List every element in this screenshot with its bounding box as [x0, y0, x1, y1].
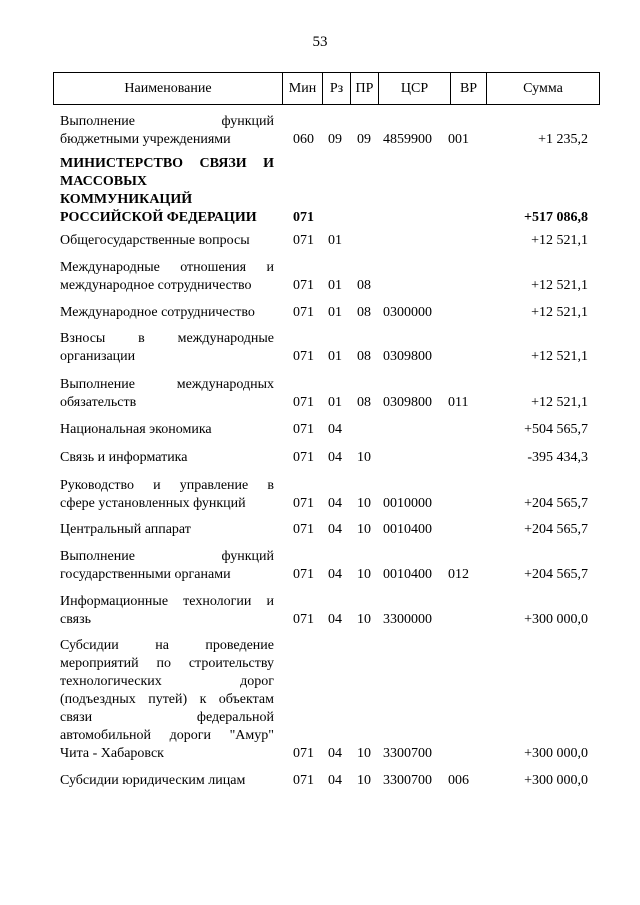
- row-rz: 01: [328, 233, 342, 248]
- row-sum: -395 434,3: [527, 450, 588, 465]
- row-min: 071: [293, 210, 314, 225]
- row-pr: 09: [357, 132, 371, 147]
- row-rz: 04: [328, 567, 342, 582]
- row-name-line: организации: [60, 349, 136, 364]
- row-sum: +12 521,1: [531, 349, 588, 364]
- row-pr: 10: [357, 567, 371, 582]
- row-pr: 08: [357, 395, 371, 410]
- row-sum: +12 521,1: [531, 278, 588, 293]
- row-csr: 0010400: [383, 567, 432, 582]
- row-csr: 0010000: [383, 496, 432, 511]
- row-name-line: Выполнение международных: [60, 377, 274, 392]
- row-min: 071: [293, 522, 314, 537]
- row-name-line: Связь и информатика: [60, 450, 188, 465]
- row-cells: [60, 495, 600, 513]
- row-csr: 0309800: [383, 349, 432, 364]
- row-cells: [60, 772, 600, 790]
- header-name: Наименование: [54, 73, 283, 104]
- row-rz: 04: [328, 422, 342, 437]
- row-cells: [60, 232, 600, 250]
- row-rz: 01: [328, 349, 342, 364]
- row-rz: 01: [328, 278, 342, 293]
- row-cells: [60, 611, 600, 629]
- row-cells: [60, 209, 600, 227]
- row-pr: 08: [357, 278, 371, 293]
- row-cells: [60, 131, 600, 149]
- row-sum: +517 086,8: [524, 210, 588, 225]
- row-name-line: Взносы в международные: [60, 331, 274, 346]
- row-csr: 4859900: [383, 132, 432, 147]
- header-pr: ПР: [351, 73, 379, 104]
- row-rz: 04: [328, 450, 342, 465]
- row-name-line: Выполнение функций: [60, 549, 274, 564]
- row-sum: +300 000,0: [524, 612, 588, 627]
- row-vr: 001: [448, 132, 469, 147]
- row-sum: +204 565,7: [524, 567, 588, 582]
- row-name-line: РОССИЙСКОЙ ФЕДЕРАЦИИ: [60, 210, 257, 225]
- row-vr: 011: [448, 395, 469, 410]
- row-cells: [60, 566, 600, 584]
- header-sum: Сумма: [523, 80, 563, 96]
- row-min: 071: [293, 773, 314, 788]
- row-name-line: Национальная экономика: [60, 422, 212, 437]
- row-vr: 012: [448, 567, 469, 582]
- row-name-line: сфере установленных функций: [60, 496, 246, 511]
- row-min: 071: [293, 612, 314, 627]
- row-name-line: Международное сотрудничество: [60, 305, 255, 320]
- header-vr: ВР: [451, 73, 487, 104]
- row-sum: +12 521,1: [531, 395, 588, 410]
- header-min: Мин: [283, 73, 323, 104]
- row-cells: [60, 394, 600, 412]
- row-sum: +300 000,0: [524, 773, 588, 788]
- row-name-line: бюджетными учреждениями: [60, 132, 231, 147]
- table-header: [53, 72, 600, 105]
- row-csr: 3300700: [383, 746, 432, 761]
- row-pr: 10: [357, 746, 371, 761]
- row-name-line: Субсидии на проведение: [60, 638, 274, 653]
- row-sum: +12 521,1: [531, 305, 588, 320]
- row-name-line: Информационные технологии и: [60, 594, 274, 609]
- row-min: 071: [293, 278, 314, 293]
- row-rz: 01: [328, 305, 342, 320]
- row-min: 071: [293, 233, 314, 248]
- row-pr: 08: [357, 305, 371, 320]
- row-rz: 04: [328, 773, 342, 788]
- row-min: 071: [293, 395, 314, 410]
- row-name-line: автомобильной дороги "Амур": [60, 728, 274, 743]
- row-min: 071: [293, 349, 314, 364]
- row-name-line: государственными органами: [60, 567, 231, 582]
- header-csr: ЦСР: [379, 73, 451, 104]
- row-min: 071: [293, 567, 314, 582]
- row-csr: 0300000: [383, 305, 432, 320]
- row-vr: 006: [448, 773, 469, 788]
- row-cells: [60, 421, 600, 439]
- row-name-line: связь: [60, 612, 91, 627]
- row-sum: +204 565,7: [524, 496, 588, 511]
- row-pr: 10: [357, 496, 371, 511]
- row-csr: 3300000: [383, 612, 432, 627]
- row-pr: 10: [357, 773, 371, 788]
- row-rz: 04: [328, 522, 342, 537]
- row-csr: 0010400: [383, 522, 432, 537]
- row-name-line: Руководство и управление в: [60, 478, 274, 493]
- header-rz: Рз: [323, 73, 351, 104]
- row-csr: 3300700: [383, 773, 432, 788]
- row-pr: 10: [357, 612, 371, 627]
- row-csr: 0309800: [383, 395, 432, 410]
- row-name-line: МИНИСТЕРСТВО СВЯЗИ И: [60, 156, 274, 171]
- row-cells: [60, 348, 600, 366]
- row-name-line: КОММУНИКАЦИЙ: [60, 192, 193, 207]
- row-cells: [60, 304, 600, 322]
- row-cells: [60, 449, 600, 467]
- row-name-line: мероприятий по строительству: [60, 656, 274, 671]
- row-name-line: Выполнение функций: [60, 114, 274, 129]
- row-name-line: (подъездных путей) к объектам: [60, 692, 274, 707]
- row-min: 060: [293, 132, 314, 147]
- row-name-line: Международные отношения и: [60, 260, 274, 275]
- row-name-line: связи федеральной: [60, 710, 274, 725]
- row-name-line: МАССОВЫХ: [60, 174, 147, 189]
- row-name-line: Общегосударственные вопросы: [60, 233, 250, 248]
- row-pr: 10: [357, 522, 371, 537]
- row-sum: +300 000,0: [524, 746, 588, 761]
- row-rz: 01: [328, 395, 342, 410]
- row-min: 071: [293, 450, 314, 465]
- row-name-line: обязательств: [60, 395, 137, 410]
- row-pr: 10: [357, 450, 371, 465]
- row-pr: 08: [357, 349, 371, 364]
- row-rz: 09: [328, 132, 342, 147]
- row-name-line: Субсидии юридическим лицам: [60, 773, 246, 788]
- row-name-line: международное сотрудничество: [60, 278, 252, 293]
- row-min: 071: [293, 422, 314, 437]
- row-cells: [60, 745, 600, 763]
- row-min: 071: [293, 305, 314, 320]
- row-sum: +504 565,7: [524, 422, 588, 437]
- page-number: 53: [312, 34, 328, 50]
- row-rz: 04: [328, 496, 342, 511]
- row-cells: [60, 521, 600, 539]
- row-sum: +1 235,2: [538, 132, 588, 147]
- row-min: 071: [293, 496, 314, 511]
- row-cells: [60, 277, 600, 295]
- row-rz: 04: [328, 746, 342, 761]
- row-sum: +12 521,1: [531, 233, 588, 248]
- row-rz: 04: [328, 612, 342, 627]
- row-min: 071: [293, 746, 314, 761]
- row-name-line: технологических дорог: [60, 674, 274, 689]
- row-name-line: Центральный аппарат: [60, 522, 191, 537]
- row-name-line: Чита - Хабаровск: [60, 746, 164, 761]
- row-sum: +204 565,7: [524, 522, 588, 537]
